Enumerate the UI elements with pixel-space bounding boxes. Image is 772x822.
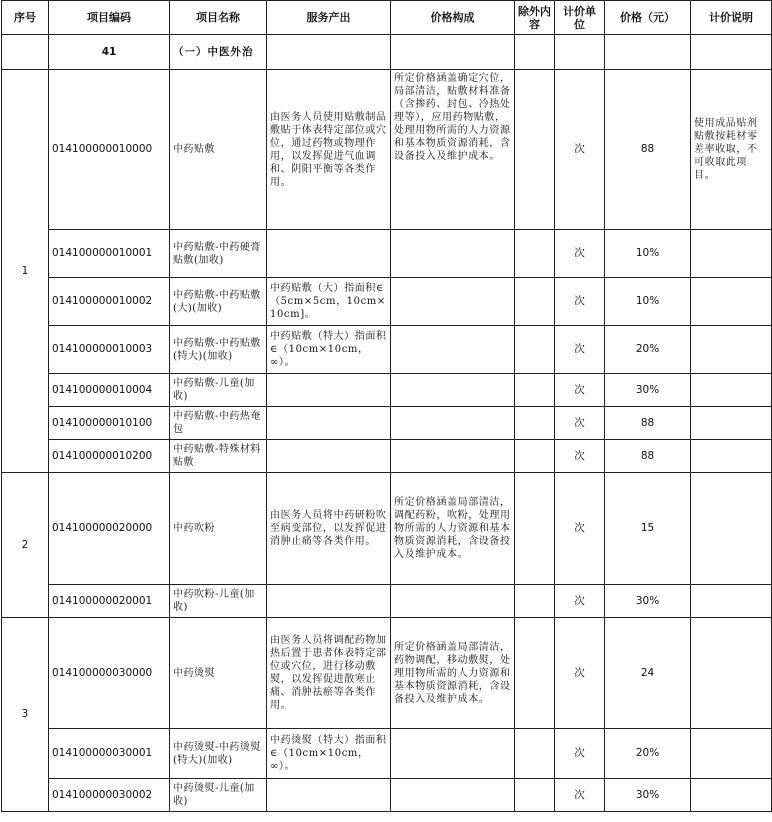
service-output	[267, 374, 391, 407]
price: 88	[605, 407, 691, 440]
service-output: 中药贴敷（特大）指面积∈（10cm×10cm，∞）。	[267, 326, 391, 374]
header-seq: 序号	[2, 1, 49, 35]
service-output: 由医务人员使用贴敷制品敷贴于体表特定部位或穴位，通过药物或物理作用，以发挥促进气血调和、阴阳平衡等各类作用。	[267, 70, 391, 230]
exclusions	[515, 473, 555, 585]
item-code: 014100000010000	[49, 70, 170, 230]
item-code: 014100000020001	[49, 585, 170, 618]
price: 30%	[605, 585, 691, 618]
price: 20%	[605, 326, 691, 374]
group-seq: 2	[2, 473, 49, 618]
item-code: 014100000030002	[49, 779, 170, 812]
price: 88	[605, 70, 691, 230]
service-output	[267, 440, 391, 473]
item-name: 中药烫熨-中药烫熨(特大)(加收)	[170, 729, 267, 779]
price: 24	[605, 618, 691, 729]
unit: 次	[555, 585, 605, 618]
item-name: 中药吹粉	[170, 473, 267, 585]
table-row	[2, 585, 772, 618]
exclusions	[515, 618, 555, 729]
header-price-composition: 价格构成	[391, 1, 515, 35]
unit: 次	[555, 618, 605, 729]
header-note: 计价说明	[691, 1, 772, 35]
unit: 次	[555, 440, 605, 473]
service-output	[267, 407, 391, 440]
header-code: 项目编码	[49, 1, 170, 35]
group-seq: 3	[2, 618, 49, 812]
item-code: 014100000010003	[49, 326, 170, 374]
item-name: 中药烫熨	[170, 618, 267, 729]
item-code: 014100000010004	[49, 374, 170, 407]
table-row	[2, 407, 772, 440]
price: 20%	[605, 729, 691, 779]
service-output	[267, 230, 391, 278]
item-code: 014100000010200	[49, 440, 170, 473]
unit: 次	[555, 374, 605, 407]
item-name: 中药贴敷-儿童(加收)	[170, 374, 267, 407]
header-name: 项目名称	[170, 1, 267, 35]
unit: 次	[555, 729, 605, 779]
unit: 次	[555, 278, 605, 326]
price: 30%	[605, 779, 691, 812]
service-output	[267, 779, 391, 812]
price: 15	[605, 473, 691, 585]
header-exclusions: 除外内容	[515, 1, 555, 35]
table-row	[2, 70, 772, 230]
price: 10%	[605, 278, 691, 326]
item-name: 中药贴敷-中药热奄包	[170, 407, 267, 440]
service-output	[267, 585, 391, 618]
item-code: 014100000010001	[49, 230, 170, 278]
price: 88	[605, 440, 691, 473]
table-row	[2, 440, 772, 473]
item-code: 014100000020000	[49, 473, 170, 585]
header-output: 服务产出	[267, 1, 391, 35]
service-output: 由医务人员将调配药物加热后置于患者体表特定部位或穴位，进行移动敷熨，以发挥促进散寒止痛、消肿祛瘀等各类作用。	[267, 618, 391, 729]
unit: 次	[555, 407, 605, 440]
item-name: 中药贴敷-中药贴敷(特大)(加收)	[170, 326, 267, 374]
exclusions	[515, 70, 555, 230]
unit: 次	[555, 230, 605, 278]
category-row	[2, 35, 772, 70]
table-row	[2, 729, 772, 779]
item-name: 中药贴敷-特殊材料贴敷	[170, 440, 267, 473]
header-unit: 计价单位	[555, 1, 605, 35]
price-composition: 所定价格涵盖局部清洁，调配药粉，吹粉，处理用物所需的人力资源和基本物质资源消耗，含设备投入及维护成本。	[391, 473, 515, 585]
price: 10%	[605, 230, 691, 278]
category-number: 41	[49, 35, 170, 70]
header-row	[2, 1, 772, 35]
unit: 次	[555, 326, 605, 374]
table-row	[2, 278, 772, 326]
category-name: （一）中医外治	[170, 35, 267, 70]
item-name: 中药贴敷-中药贴敷(大)(加收)	[170, 278, 267, 326]
item-code: 014100000010100	[49, 407, 170, 440]
item-code: 014100000010002	[49, 278, 170, 326]
service-output: 中药贴敷（大）指面积∈（5cm×5cm，10cm×10cm]。	[267, 278, 391, 326]
service-output: 由医务人员将中药研粉吹至病变部位，以发挥促进消肿止痛等各类作用。	[267, 473, 391, 585]
table-row	[2, 326, 772, 374]
unit: 次	[555, 779, 605, 812]
group-seq: 1	[2, 70, 49, 473]
price-composition: 所定价格涵盖局部清洁，药物调配，移动敷熨，处理用物所需的人力资源和基本物质资源消耗，含设备投入及维护成本。	[391, 618, 515, 729]
item-name: 中药贴敷-中药硬膏贴敷(加收)	[170, 230, 267, 278]
unit: 次	[555, 70, 605, 230]
unit: 次	[555, 473, 605, 585]
item-name: 中药烫熨-儿童(加收)	[170, 779, 267, 812]
table-row	[2, 618, 772, 729]
item-code: 014100000030000	[49, 618, 170, 729]
pricing-table	[1, 0, 772, 812]
table-row	[2, 374, 772, 407]
item-name: 中药贴敷	[170, 70, 267, 230]
item-code: 014100000030001	[49, 729, 170, 779]
price-note: 使用成品贴剂贴敷按耗材零差率收取，不可收取此项目。	[691, 70, 772, 230]
price: 30%	[605, 374, 691, 407]
item-name: 中药吹粉-儿童(加收)	[170, 585, 267, 618]
table-row	[2, 779, 772, 812]
service-output: 中药烫熨（特大）指面积∈（10cm×10cm，∞）。	[267, 729, 391, 779]
table-row	[2, 230, 772, 278]
price-composition: 所定价格涵盖确定穴位，局部清洁，贴敷材料准备（含掺药、封包、冷热处理等），应用药物贴敷，处理用物所需的人力资源和基本物质资源消耗，含设备投入及维护成本。	[391, 70, 515, 230]
table-row	[2, 473, 772, 585]
header-price: 价格（元）	[605, 1, 691, 35]
